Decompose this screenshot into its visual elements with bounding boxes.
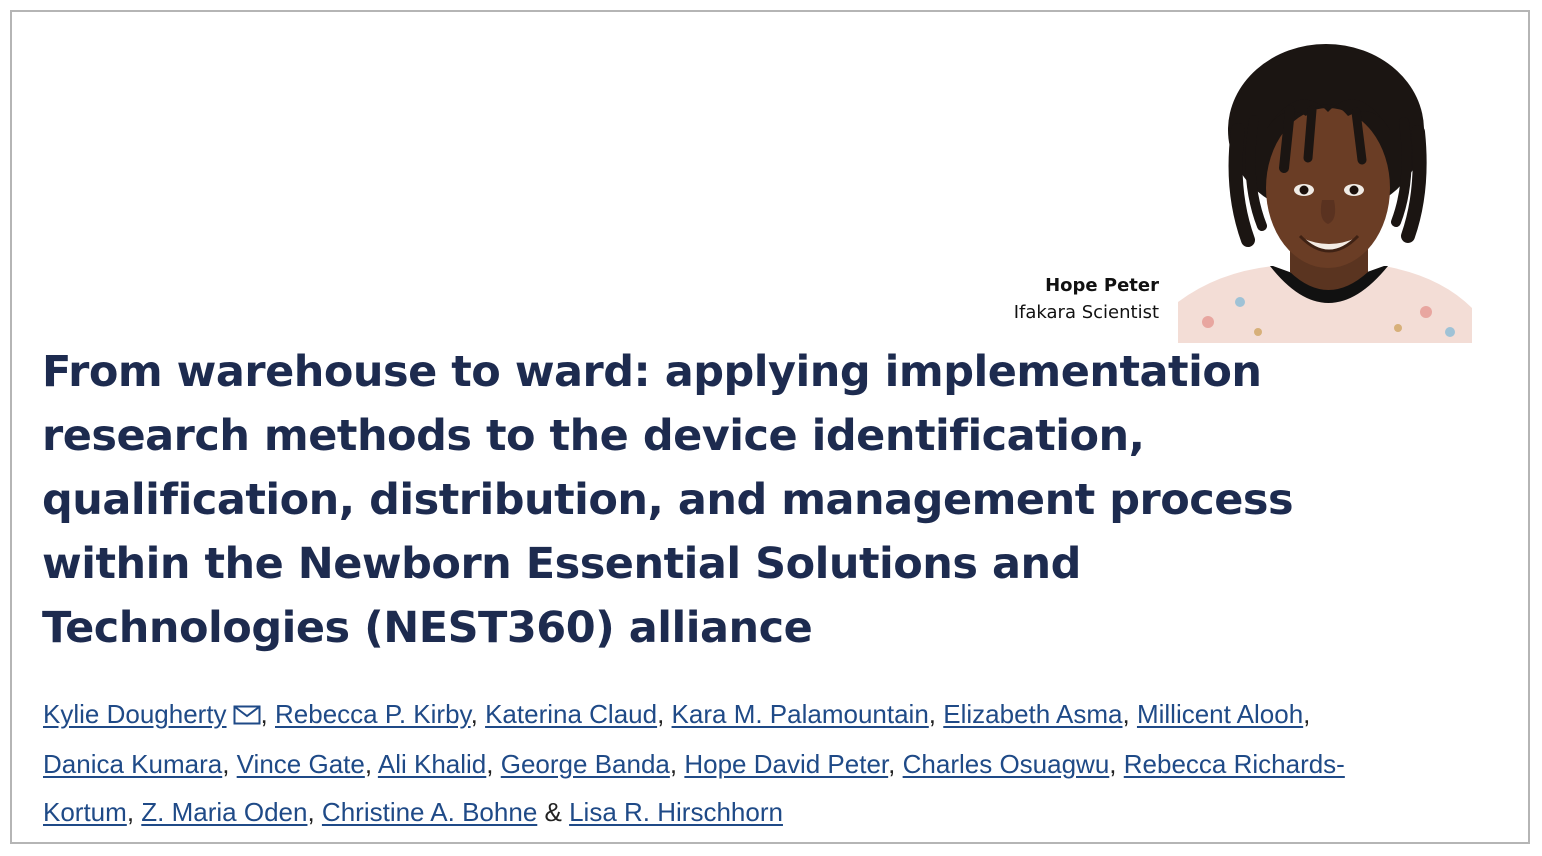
- author-separator: ,: [657, 699, 665, 729]
- author-link[interactable]: Kylie Dougherty: [43, 699, 227, 729]
- title-line: Technologies (NEST360) alliance: [42, 603, 813, 653]
- author-ampersand: &: [544, 797, 562, 827]
- photo-caption: [1014, 272, 1159, 326]
- author-link[interactable]: Vince Gate: [236, 749, 365, 779]
- author-separator: ,: [364, 749, 373, 779]
- author-link[interactable]: Millicent Alooh: [1136, 699, 1304, 729]
- author-link[interactable]: Charles Osuagwu: [902, 749, 1110, 779]
- author-link[interactable]: Danica Kumara: [43, 749, 223, 779]
- author-separator: ,: [888, 749, 896, 779]
- author-link[interactable]: Lisa R. Hirschhorn: [569, 797, 783, 827]
- author-link[interactable]: Elizabeth Asma: [943, 699, 1123, 729]
- mail-icon[interactable]: [233, 692, 261, 740]
- author-separator: ,: [1122, 699, 1130, 729]
- author-separator: ,: [470, 699, 478, 729]
- portrait-photo: [1178, 40, 1472, 343]
- article-title: [42, 340, 1342, 660]
- author-link[interactable]: Rebecca P. Kirby: [275, 699, 471, 729]
- author-link[interactable]: Katerina Claud: [485, 699, 658, 729]
- author-separator: ,: [486, 749, 494, 779]
- caption-role: Ifakara Scientist: [1013, 302, 1159, 323]
- author-separator: ,: [307, 797, 315, 827]
- author-separator: ,: [669, 749, 678, 779]
- author-separator: ,: [126, 797, 135, 827]
- author-separator: ,: [260, 699, 268, 729]
- portrait-illustration: [1178, 40, 1472, 343]
- title-line: qualification, distribution, and management process: [42, 475, 1294, 525]
- title-line: research methods to the device identification,: [42, 411, 1145, 461]
- author-separator: ,: [1303, 699, 1311, 729]
- author-link[interactable]: Christine A. Bohne: [321, 797, 538, 827]
- author-link[interactable]: Kara M. Palamountain: [671, 699, 929, 729]
- author-link[interactable]: Hope David Peter: [684, 749, 889, 779]
- author-list: [43, 690, 1353, 836]
- author-separator: ,: [928, 699, 937, 729]
- author-separator: ,: [1109, 749, 1117, 779]
- author-link[interactable]: George Banda: [500, 749, 670, 779]
- title-line: within the Newborn Essential Solutions and: [42, 539, 1081, 589]
- author-link[interactable]: Ali Khalid: [377, 749, 487, 779]
- author-link[interactable]: Rebecca Richards-Kortum: [43, 749, 1345, 827]
- author-link[interactable]: Z. Maria Oden: [141, 797, 308, 827]
- title-line: From warehouse to ward: applying implementation: [42, 347, 1262, 397]
- author-separator: ,: [222, 749, 230, 779]
- caption-name: Hope Peter: [1045, 275, 1159, 296]
